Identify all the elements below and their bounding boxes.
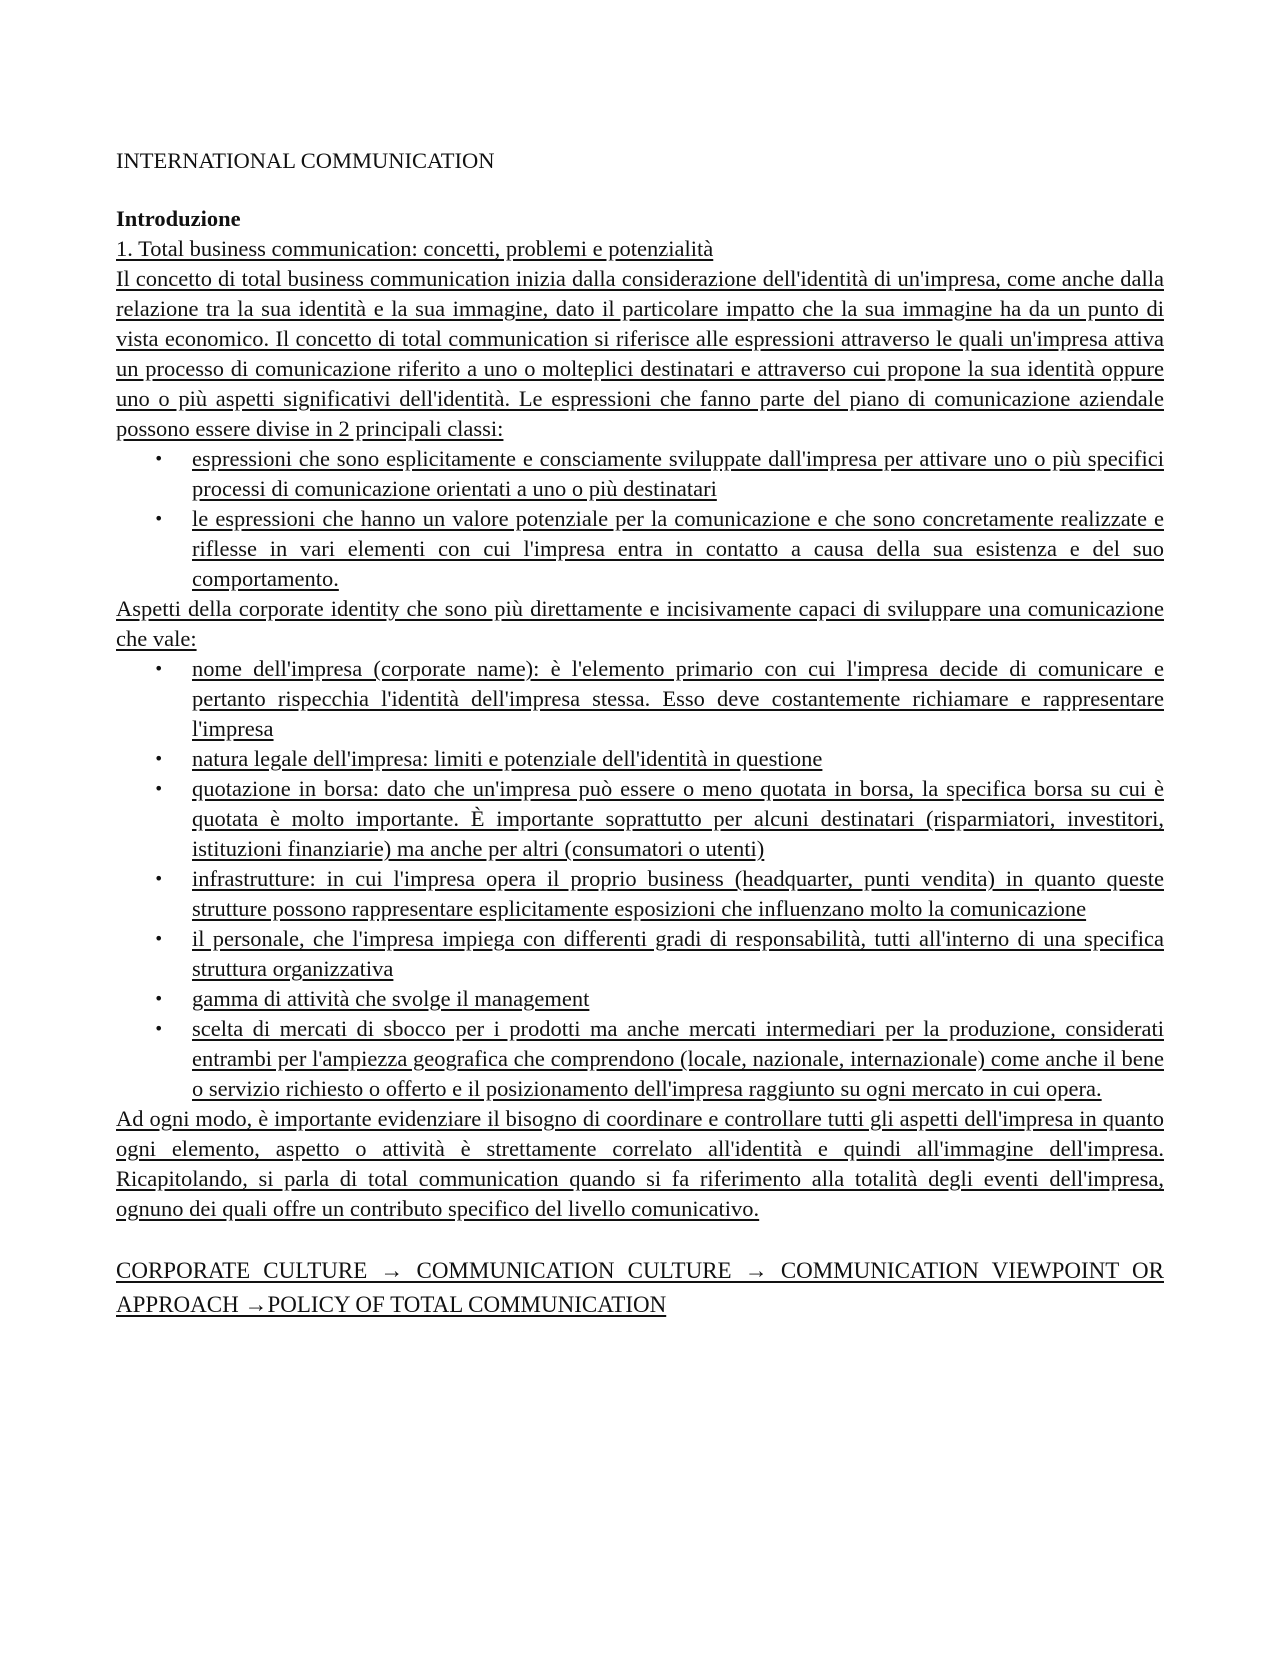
list-item bbox=[154, 1014, 1164, 1104]
list-item-text: scelta di mercati di sbocco per i prodotti ma anche mercati intermediari per la produzione, considerati entrambi per l'ampiezza geografica che comprendono (locale, nazionale, internazionale) come anche il bene o servizio richiesto o offerto e il posizionamento dell'impresa raggiunto su ogni mercato in cui opera. bbox=[192, 1016, 1164, 1101]
bullet-icon: • bbox=[154, 779, 164, 798]
subsection-heading bbox=[116, 234, 1164, 264]
bullet-icon: • bbox=[154, 509, 164, 528]
subsection-heading-text: 1. Total business communication: concetti, problemi e potenzialità bbox=[116, 236, 714, 261]
list-item-text: natura legale dell'impresa: limiti e potenziale dell'identità in questione bbox=[192, 746, 823, 771]
list-item bbox=[154, 744, 1164, 774]
conclusion-paragraph bbox=[116, 1104, 1164, 1224]
bullet-icon: • bbox=[154, 929, 164, 948]
list-item-text: nome dell'impresa (corporate name): è l'elemento primario con cui l'impresa decide di comunicare e pertanto rispecchia l'identità dell'impresa stessa. Esso deve costantemente richiamare e rappresentare l'impresa bbox=[192, 656, 1164, 741]
list-item bbox=[154, 864, 1164, 924]
list-item-text: il personale, che l'impresa impiega con differenti gradi di responsabilità, tutti all'interno di una specifica struttura organizzativa bbox=[192, 926, 1164, 981]
bullet-icon: • bbox=[154, 749, 164, 768]
intro-paragraph bbox=[116, 264, 1164, 444]
document-page bbox=[116, 146, 1164, 1322]
intro-paragraph-text: Il concetto di total business communication inizia dalla considerazione dell'identità di un'impresa, come anche dalla relazione tra la sua identità e la sua immagine, dato il particolare impatto che la sua immagine ha da un punto di vista economico. Il concetto di total communication si riferisce alle espressioni attraverso le quali un'impresa attiva un processo di comunicazione riferito a uno o molteplici destinatari e attraverso cui propone la sua identità oppure uno o più aspetti significativi dell'identità. Le espressioni che fanno parte del piano di comunicazione aziendale possono essere divise in 2 principali classi: bbox=[116, 266, 1164, 441]
communication-flow-text: CORPORATE CULTURE → COMMUNICATION CULTURE → COMMUNICATION VIEWPOINT OR APPROACH →POLICY OF TOTAL COMMUNICATION bbox=[116, 1258, 1164, 1317]
bullet-icon: • bbox=[154, 869, 164, 888]
bullet-icon: • bbox=[154, 449, 164, 468]
list-item bbox=[154, 444, 1164, 504]
list-item bbox=[154, 654, 1164, 744]
list-item-text: gamma di attività che svolge il management bbox=[192, 986, 590, 1011]
bullet-icon: • bbox=[154, 1019, 164, 1038]
section-heading: Introduzione bbox=[116, 206, 241, 231]
list-item-text: infrastrutture: in cui l'impresa opera il proprio business (headquarter, punti vendita) in quanto queste strutture possono rappresentare esplicitamente esposizioni che influenzano molto la comunicazione bbox=[192, 866, 1164, 921]
list-item-text: espressioni che sono esplicitamente e consciamente sviluppate dall'impresa per attivare uno o più specifici processi di comunicazione orientati a uno o più destinatari bbox=[192, 446, 1164, 501]
list-item bbox=[154, 984, 1164, 1014]
communication-flow bbox=[116, 1254, 1164, 1322]
bullet-icon: • bbox=[154, 989, 164, 1008]
list-item bbox=[154, 504, 1164, 594]
aspects-intro-text: Aspetti della corporate identity che sono più direttamente e incisivamente capaci di sviluppare una comunicazione che vale: bbox=[116, 596, 1164, 651]
aspects-intro bbox=[116, 594, 1164, 654]
bullet-icon: • bbox=[154, 659, 164, 678]
list-item-text: quotazione in borsa: dato che un'impresa può essere o meno quotata in borsa, la specifica borsa su cui è quotata è molto importante. È importante soprattutto per alcuni destinatari (risparmiatori, investitori, istituzioni finanziarie) ma anche per altri (consumatori o utenti) bbox=[192, 776, 1164, 861]
document-title: INTERNATIONAL COMMUNICATION bbox=[116, 148, 495, 173]
aspects-list bbox=[116, 654, 1164, 1104]
classes-list bbox=[116, 444, 1164, 594]
list-item bbox=[154, 774, 1164, 864]
list-item bbox=[154, 924, 1164, 984]
list-item-text: le espressioni che hanno un valore potenziale per la comunicazione e che sono concretamente realizzate e riflesse in vari elementi con cui l'impresa entra in contatto a causa della sua esistenza e del suo comportamento. bbox=[192, 506, 1164, 591]
conclusion-paragraph-text: Ad ogni modo, è importante evidenziare il bisogno di coordinare e controllare tutti gli aspetti dell'impresa in quanto ogni elemento, aspetto o attività è strettamente correlato all'identità e quindi all'immagine dell'impresa. Ricapitolando, si parla di total communication quando si fa riferimento alla totalità degli eventi dell'impresa, ognuno dei quali offre un contributo specifico del livello comunicativo. bbox=[116, 1106, 1164, 1221]
